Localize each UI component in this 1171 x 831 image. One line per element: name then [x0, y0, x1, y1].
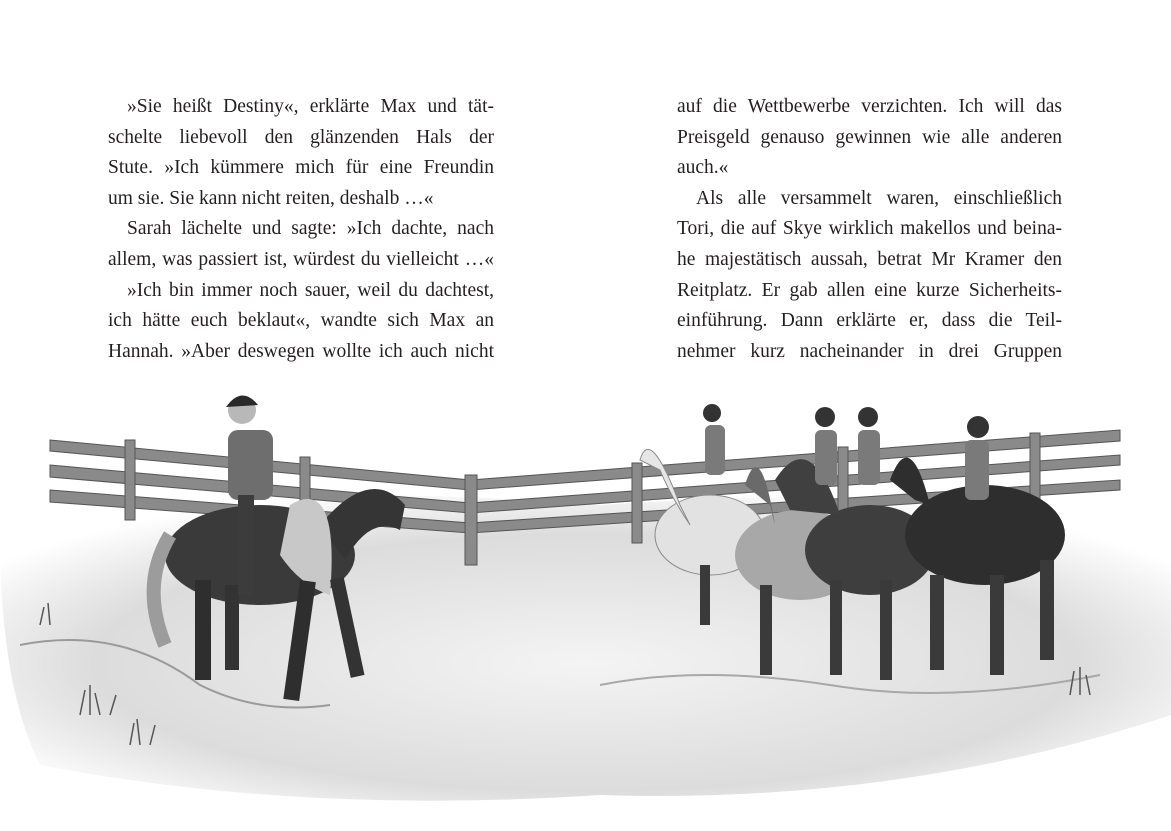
riding-arena-illustration	[0, 385, 1171, 831]
text-line: allem, was passiert ist, würdest du vielleicht …«	[108, 248, 494, 270]
text-line: Sarah lächelte und sagte: »Ich dachte, nach	[127, 218, 494, 240]
text-line: ich hätte euch beklaut«, wandte sich Max an	[108, 310, 494, 332]
left-page-text	[108, 92, 494, 367]
text-line: Reitplatz. Er gab allen eine kurze Sicherheits-	[677, 279, 1062, 301]
text-line: auf die Wettbewerbe verzichten. Ich will das	[677, 96, 1062, 117]
text-line: nehmer kurz nacheinander in drei Gruppen	[677, 340, 1062, 362]
text-line: »Sie heißt Destiny«, erklärte Max und tät-	[127, 96, 494, 117]
text-line: Als alle versammelt waren, einschließlich	[696, 187, 1062, 209]
text-line: »Ich bin immer noch sauer, weil du dachtest,	[127, 279, 494, 301]
text-line: Stute. »Ich kümmere mich für eine Freundin	[108, 157, 494, 179]
text-line: Tori, die auf Skye wirklich makellos und beina-	[677, 218, 1062, 240]
text-line: Preisgeld genauso gewinnen wie alle anderen	[677, 126, 1062, 148]
text-line: schelte liebevoll den glänzenden Hals der	[108, 126, 494, 148]
text-line: he majestätisch aussah, betrat Mr Kramer den	[677, 248, 1062, 270]
text-line: um sie. Sie kann nicht reiten, deshalb …«	[108, 187, 434, 209]
right-page-text	[677, 92, 1062, 367]
text-line: auch.«	[677, 157, 729, 179]
text-line: einführung. Dann erklärte er, dass die Teil-	[677, 310, 1062, 332]
text-line: Hannah. »Aber deswegen wollte ich auch nicht	[108, 340, 494, 362]
